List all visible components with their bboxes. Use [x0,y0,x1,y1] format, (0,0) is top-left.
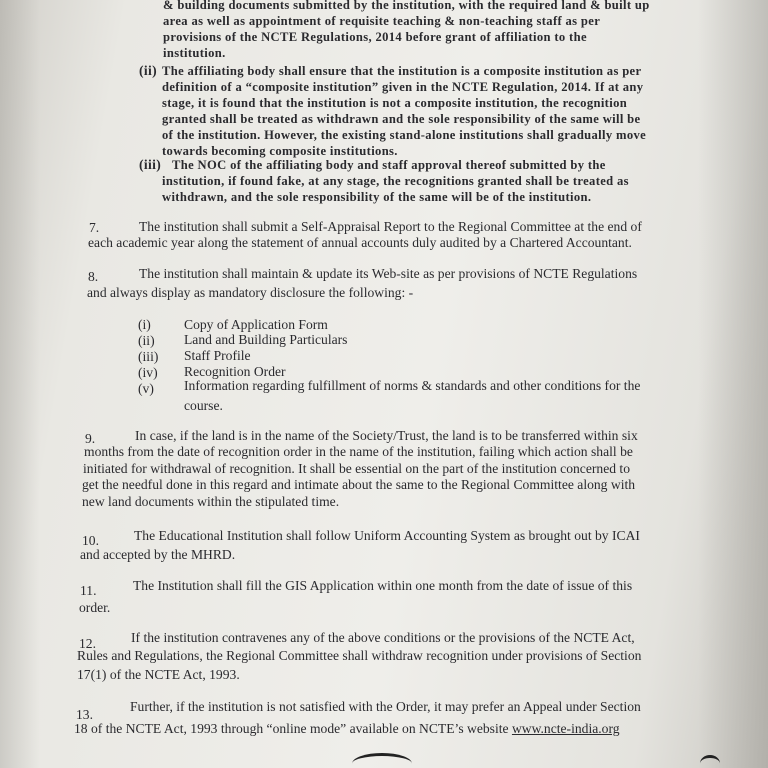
clause-11-number: 11. [80,583,97,598]
clause-8-item-4-marker: (iv) [138,365,158,380]
clause-8-item-2-text: Land and Building Particulars [184,332,348,347]
ncte-website-link[interactable]: www.ncte-india.org [511,721,620,736]
signature-fragment [352,753,412,768]
clause-9-line-4: get the needful done in this regard and intimate about the same to the Regional Committee along with [82,477,636,492]
condition-i-line-4: institution. [163,46,226,60]
clause-12-number: 12. [79,636,96,651]
clause-8-line-2: and always display as mandatory disclosure the following: - [87,285,414,300]
condition-ii-line-3: stage, it is found that the institution is not a composite institution, the recognition [162,96,628,110]
clause-10-line-1: The Educational Institution shall follow Uniform Accounting System as brought out by ICAI [134,528,640,543]
clause-8-item-3-marker: (iii) [138,349,159,364]
clause-7-number: 7. [89,220,100,235]
clause-8-item-5-text: Information regarding fulfillment of norms & standards and other conditions for the [184,378,641,393]
clause-13-line-2-text: 18 of the NCTE Act, 1993 through “online mode” available on NCTE’s website [74,721,509,736]
clause-8-number: 8. [88,269,99,284]
clause-8-item-1-marker: (i) [138,317,151,332]
clause-9-line-5: new land documents within the stipulated time. [82,494,340,509]
condition-ii-line-2: definition of a “composite institution” given in the NCTE Regulation, 2014. If at any [162,80,644,94]
clause-8-item-5-text-2: course. [184,398,223,413]
page-shadow-left [0,0,40,768]
clause-11-line-1: The Institution shall fill the GIS Application within one month from the date of issue of this [133,578,633,593]
clause-8-item-3-text: Staff Profile [184,348,251,363]
clause-11-line-2: order. [79,600,111,615]
condition-i-line-2: area as well as appointment of requisite teaching & non-teaching staff as per [163,14,601,28]
clause-12-line-1: If the institution contravenes any of the above conditions or the provisions of the NCTE Act, [131,630,635,645]
clause-12-line-2: Rules and Regulations, the Regional Committee shall withdraw recognition under provisions of Section [77,648,642,663]
signature-fragment-2 [700,755,720,768]
clause-7-line-1: The institution shall submit a Self-Appraisal Report to the Regional Committee at the end of [139,219,642,234]
condition-ii-line-5: of the institution. However, the existing stand-alone institutions shall gradually move [162,128,647,142]
clause-10-line-2: and accepted by the MHRD. [80,547,236,562]
condition-iii-marker: (iii) [139,157,162,172]
clause-9-line-3: initiated for withdrawal of recognition. It shall be essential on the part of the institution concerned to [83,461,630,476]
clause-13-line-1: Further, if the institution is not satisfied with the Order, it may prefer an Appeal under Section [130,699,641,714]
condition-iii-line-2: institution, if found fake, at any stage, the recognitions granted shall be treated as [162,174,629,188]
clause-8-line-1: The institution shall maintain & update its Web-site as per provisions of NCTE Regulations [139,266,638,281]
clause-9-line-2: months from the date of recognition order in the name of the institution, failing which action shall be [84,444,633,459]
clause-13-line-2 [74,721,620,737]
clause-9-line-1: In case, if the land is in the name of the Society/Trust, the land is to be transferred within six [135,428,638,443]
clause-7-line-2: each academic year along the statement of annual accounts duly audited by a Chartered Accountant. [88,235,632,250]
clause-8-item-4-text: Recognition Order [184,364,286,379]
condition-ii-marker: (ii) [139,63,158,78]
condition-i-line-1: & building documents submitted by the institution, with the required land & built up [163,0,650,12]
condition-ii-line-4: granted shall be treated as withdrawn and the sole responsibility of the same will be [162,112,641,126]
clause-8-item-1-text: Copy of Application Form [184,317,328,332]
condition-iii-line-3: withdrawn, and the sole responsibility of the same will be of the institution. [162,190,592,204]
condition-iii-line-1: The NOC of the affiliating body and staff approval thereof submitted by the [172,158,606,172]
clause-9-number: 9. [85,431,96,446]
clause-12-line-3: 17(1) of the NCTE Act, 1993. [77,667,240,682]
condition-i-line-3: provisions of the NCTE Regulations, 2014 before grant of affiliation to the [163,30,587,44]
condition-ii-line-6: towards becoming composite institutions. [162,144,398,158]
clause-10-number: 10. [82,533,99,548]
clause-8-item-2-marker: (ii) [138,333,155,348]
clause-8-item-5-marker: (v) [138,381,154,396]
clause-13-number: 13. [76,707,93,722]
condition-ii-line-1: The affiliating body shall ensure that the institution is a composite institution as per [162,64,642,78]
page-shadow-right [698,0,768,768]
